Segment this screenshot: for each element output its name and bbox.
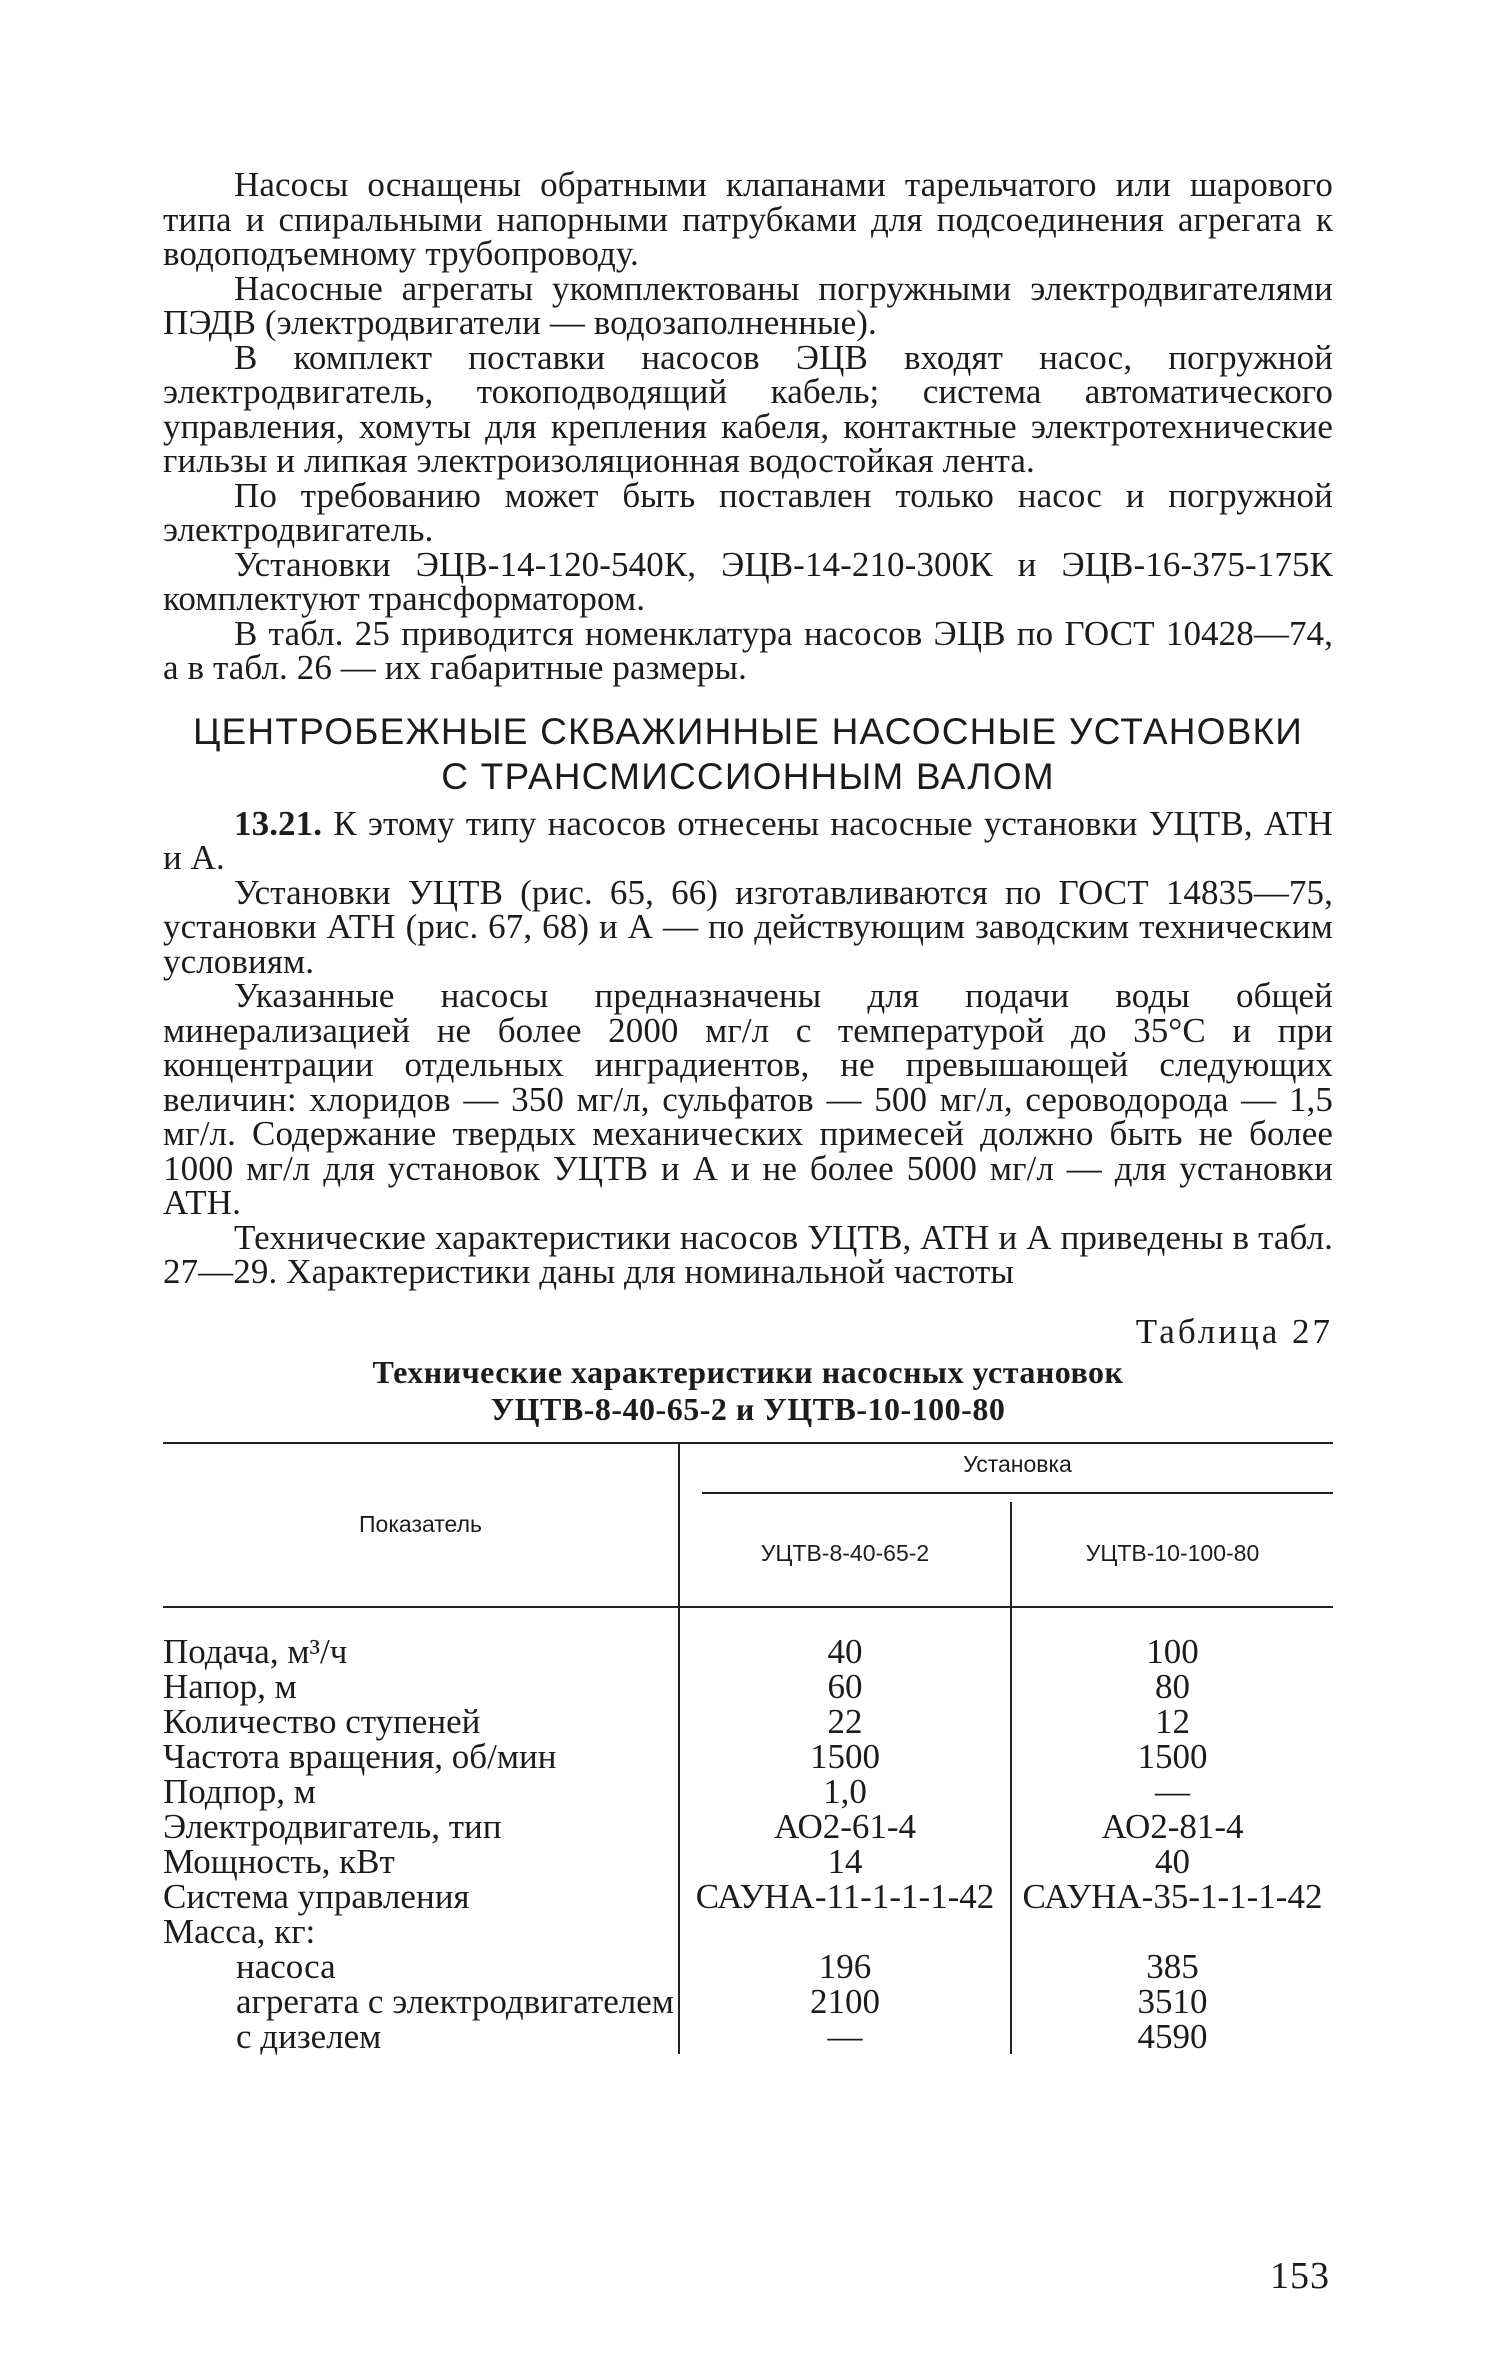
row-value-col-2: 12 bbox=[1011, 1704, 1333, 1739]
table-row bbox=[163, 1634, 1333, 1669]
table-row bbox=[163, 1984, 1333, 2019]
row-value-col-2 bbox=[1011, 1914, 1333, 1949]
row-value-col-1: 40 bbox=[679, 1634, 1011, 1669]
table-row bbox=[163, 2019, 1333, 2054]
row-value-col-2: 4590 bbox=[1011, 2019, 1333, 2054]
table-row bbox=[163, 1949, 1333, 1984]
spec-table bbox=[163, 1442, 1333, 2054]
section-heading bbox=[163, 709, 1333, 799]
table-row bbox=[163, 1809, 1333, 1844]
table-title bbox=[163, 1354, 1333, 1428]
table-row bbox=[163, 1914, 1333, 1949]
paragraph: Технические характеристики насосов УЦТВ, АТН и А приведены в табл. 27—29. Характеристики даны для номинальной частоты bbox=[163, 1217, 1333, 1291]
row-value-col-1: АО2-61-4 bbox=[679, 1809, 1011, 1844]
row-value-col-1: САУНА-11-1-1-1-42 bbox=[679, 1879, 1011, 1914]
paragraph: В табл. 25 приводится номенклатура насосов ЭЦВ по ГОСТ 10428—74, а в табл. 26 — их габаритные размеры. bbox=[163, 613, 1333, 687]
header-column-2: УЦТВ-10-100-80 bbox=[1011, 1502, 1333, 1607]
row-label: агрегата с электродвигателем bbox=[236, 1981, 674, 2021]
row-label: Количество ступеней bbox=[163, 1701, 481, 1741]
clause-number: 13.21. bbox=[234, 803, 323, 843]
row-value-col-2: 100 bbox=[1011, 1634, 1333, 1669]
table-row bbox=[163, 1879, 1333, 1914]
row-value-col-1: 196 bbox=[679, 1949, 1011, 1984]
table-title-line-2: УЦТВ-8-40-65-2 и УЦТВ-10-100-80 bbox=[490, 1390, 1006, 1427]
table-title-line-1: Технические характеристики насосных установок bbox=[372, 1353, 1124, 1390]
paragraph: Установки ЭЦВ-14-120-540К, ЭЦВ-14-210-300К и ЭЦВ-16-375-175К комплектуют трансформатором. bbox=[163, 544, 1333, 618]
paragraph: По требованию может быть поставлен только насос и погружной электродвигатель. bbox=[163, 475, 1333, 549]
paragraph: Установки УЦТВ (рис. 65, 66) изготавливаются по ГОСТ 14835—75, установки АТН (рис. 67, 68) и А — по действующим заводским техническим условиям. bbox=[163, 872, 1333, 981]
row-label: Система управления bbox=[163, 1876, 470, 1916]
paragraph: В комплект поставки насосов ЭЦВ входят насос, погружной электродвигатель, токоподводящий кабель; система автоматического управления, хомуты для крепления кабеля, контактные электротехнические гильзы и липкая электроизоляционная водостойкая лента. bbox=[163, 337, 1333, 480]
row-label: насоса bbox=[236, 1946, 336, 1986]
clause-text: К этому типу насосов отнесены насосные установки УЦТВ, АТН и А. bbox=[163, 803, 1333, 877]
table-body bbox=[163, 1607, 1333, 2054]
page-content bbox=[163, 165, 1333, 2056]
row-label: Подача, м³/ч bbox=[163, 1631, 348, 1671]
row-label: Электродвигатель, тип bbox=[163, 1806, 502, 1846]
row-value-col-1: 14 bbox=[679, 1844, 1011, 1879]
header-group-label: Установка bbox=[702, 1451, 1333, 1494]
row-value-col-2: 40 bbox=[1011, 1844, 1333, 1879]
clause-paragraph bbox=[163, 803, 1333, 877]
row-value-col-2: САУНА-35-1-1-1-42 bbox=[1011, 1879, 1333, 1914]
paragraph: Насосные агрегаты укомплектованы погружными электродвигателями ПЭДВ (электродвигатели — водозаполненные). bbox=[163, 268, 1333, 342]
row-label: с дизелем bbox=[236, 2016, 382, 2056]
header-group bbox=[679, 1443, 1333, 1502]
table-row bbox=[163, 1704, 1333, 1739]
row-label: Напор, м bbox=[163, 1666, 297, 1706]
row-value-col-2: 1500 bbox=[1011, 1739, 1333, 1774]
row-value-col-2: 80 bbox=[1011, 1669, 1333, 1704]
row-value-col-2: АО2-81-4 bbox=[1011, 1809, 1333, 1844]
header-parameter: Показатель bbox=[163, 1443, 679, 1607]
row-value-col-1: 1500 bbox=[679, 1739, 1011, 1774]
header-column-1: УЦТВ-8-40-65-2 bbox=[679, 1502, 1011, 1607]
table-row bbox=[163, 1844, 1333, 1879]
paragraph: Насосы оснащены обратными клапанами тарельчатого или шарового типа и спиральными напорными патрубками для подсоединения агрегата к водоподъемному трубопроводу. bbox=[163, 165, 1333, 273]
section-heading-line-2: С ТРАНСМИССИОННЫМ ВАЛОМ bbox=[441, 755, 1055, 797]
page-number: 153 bbox=[1270, 2255, 1330, 2297]
row-value-col-2: 3510 bbox=[1011, 1984, 1333, 2019]
section-heading-line-1: ЦЕНТРОБЕЖНЫЕ СКВАЖИННЫЕ НАСОСНЫЕ УСТАНОВКИ bbox=[192, 710, 1304, 752]
row-label: Мощность, кВт bbox=[163, 1841, 395, 1881]
row-value-col-1: 60 bbox=[679, 1669, 1011, 1704]
row-value-col-1: 22 bbox=[679, 1704, 1011, 1739]
table-row bbox=[163, 1669, 1333, 1704]
table-row bbox=[163, 1739, 1333, 1774]
row-label: Подпор, м bbox=[163, 1771, 316, 1811]
row-value-col-2: 385 bbox=[1011, 1949, 1333, 1984]
row-value-col-1: 1,0 bbox=[679, 1774, 1011, 1809]
paragraph: Указанные насосы предназначены для подачи воды общей минерализацией не более 2000 мг/л с температурой до 35°С и при концентрации отдельных инградиентов, не превышающей следующих величин: хлоридов — 350 мг/л, сульфатов — 500 мг/л, сероводорода — 1,5 мг/л. Содержание твердых механических примесей должно быть не более 1000 мг/л для установок УЦТВ и А и не более 5000 мг/л — для установки АТН. bbox=[163, 976, 1333, 1222]
row-label: Частота вращения, об/мин bbox=[163, 1736, 557, 1776]
table-row bbox=[163, 1774, 1333, 1809]
row-value-col-2: — bbox=[1011, 1774, 1333, 1809]
row-label: Масса, кг: bbox=[163, 1911, 316, 1951]
row-value-col-1 bbox=[679, 1914, 1011, 1949]
table-label: Таблица 27 bbox=[1135, 1311, 1333, 1351]
row-value-col-1: 2100 bbox=[679, 1984, 1011, 2019]
row-value-col-1: — bbox=[679, 2019, 1011, 2054]
